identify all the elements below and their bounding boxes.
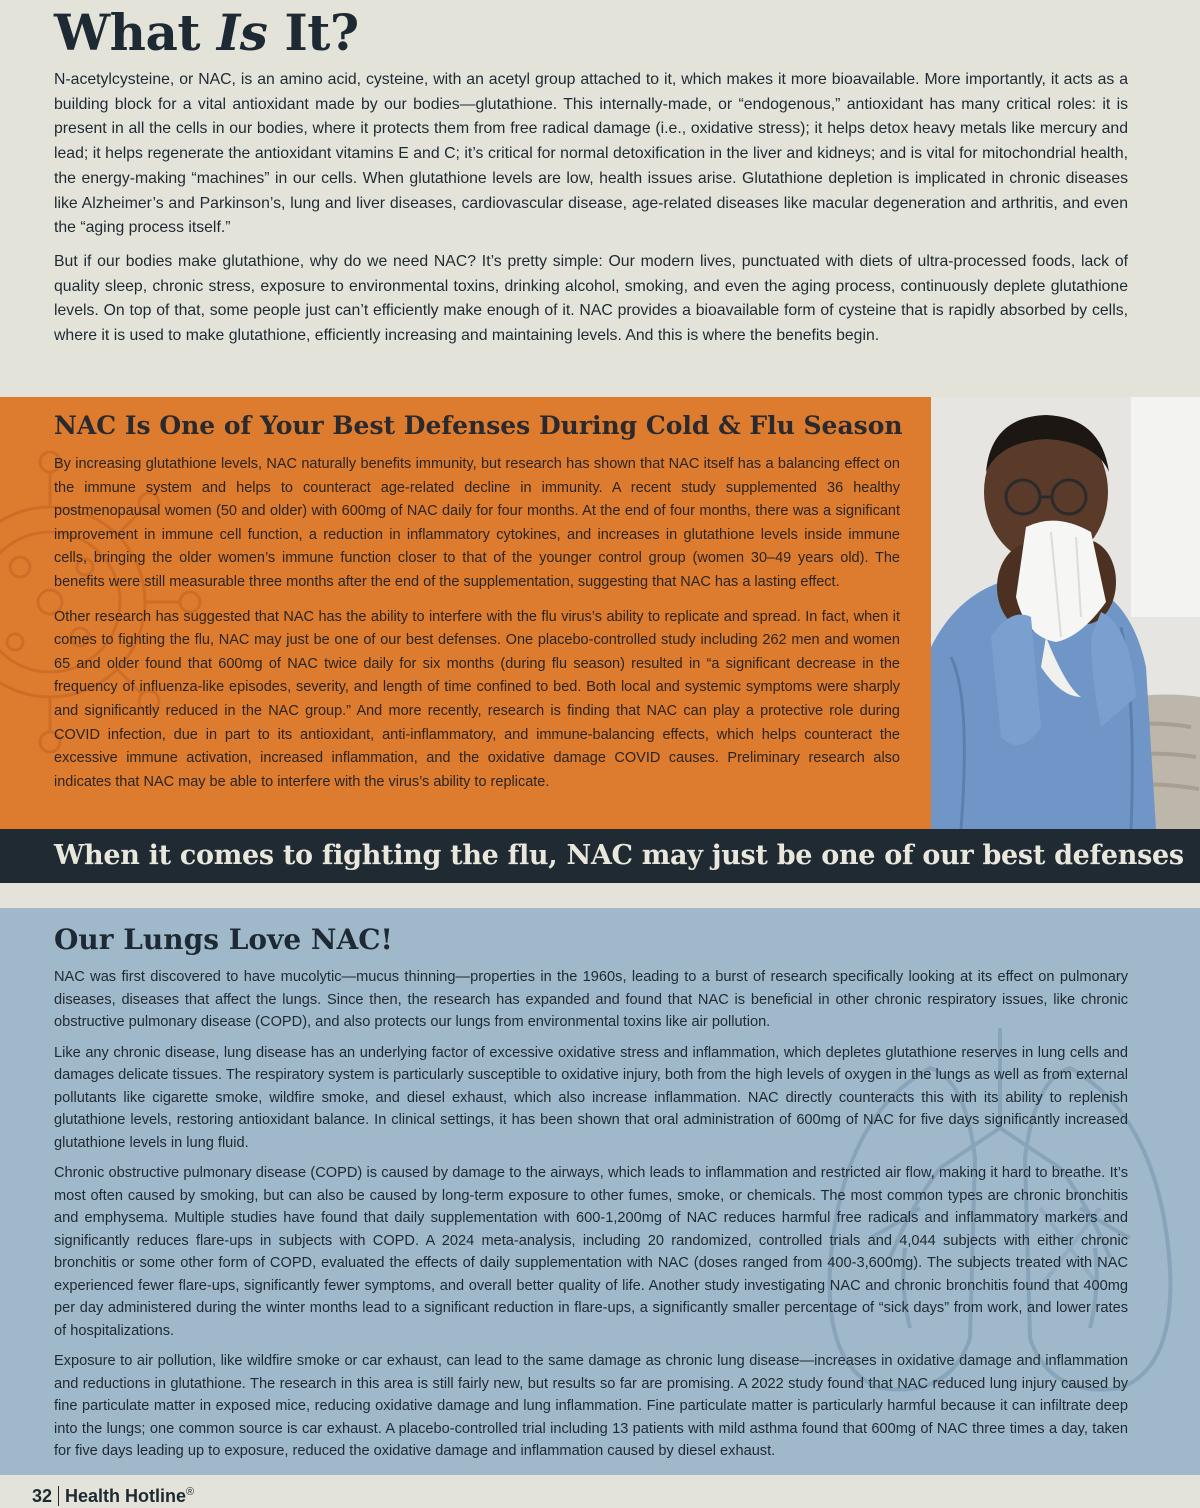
flu-section: [0, 397, 931, 829]
footer-label: [32, 1481, 194, 1507]
registered-mark: ®: [186, 1486, 195, 1498]
intro-paragraph: N-acetylcysteine, or NAC, is an amino acid, cysteine, with an acetyl group attached to it, which makes it more bioavailable. More importantly, it acts as a building block for a vital antioxidant made by our bodies—glutathione. This internally-made, or “endogenous,” antioxidant has many critical roles: it is present in all the cells in our bodies, where it protects them from free radical damage (i.e., oxidative stress); it helps detox heavy metals like mercury and lead; it helps regenerate the antioxidant vitamins E and C; it’s critical for normal detoxification in the liver and kidneys; and is vital for mitochondrial health, the energy-making “machines” in our cells. When glutathione levels are low, health issues arise. Glutathione depletion is implicated in chronic diseases like Alzheimer’s and Parkinson’s, lung and liver diseases, cardiovascular disease, age-related diseases like macular degeneration and arthritis, and even the “aging process itself.”: [54, 71, 1128, 237]
page-title: What Is It?: [54, 3, 359, 62]
publication-name: Health Hotline: [65, 1486, 187, 1506]
lungs-section-title: Our Lungs Love NAC!: [54, 923, 393, 956]
lungs-paragraph: Like any chronic disease, lung disease has an underlying factor of excessive oxidative stress and inflammation, which depletes glutathione reserves in lung cells and damages delicate tissues. The respiratory system is particularly susceptible to oxidative injury, both from the high levels of oxygen in the lungs as well as from external pollutants like cigarette smoke, wildfire smoke, and diesel exhaust, which also increase inflammation. NAC directly counteracts this with its ability to replenish glutathione levels, restoring antioxidant balance. In clinical settings, it has been shown that oral administration of 600mg of NAC for five days significantly increased glutathione levels in lung fluid.: [54, 1044, 1128, 1151]
intro-body: [54, 68, 1128, 358]
footer-divider: [58, 1486, 59, 1506]
flu-body: [54, 453, 900, 805]
intro-section: [0, 0, 1200, 397]
flu-paragraph: By increasing glutathione levels, NAC naturally benefits immunity, but research has shown that NAC itself has a balancing effect on the immune system and helps to counteract age-related decline in immunity. A recent study supplemented 36 healthy postmenopausal women (50 and older) with 600mg of NAC daily for four months. At the end of four months, there was a significant improvement in immune cell function, a reduction in inflammatory cytokines, and increases in glutathione levels inside immune cells, bringing the older women’s immune function closer to that of the younger control group (women 30–49 years old). The benefits were still measurable three months after the end of the supplementation, suggesting that NAC has a lasting effect.: [54, 456, 900, 590]
intro-paragraph: But if our bodies make glutathione, why do we need NAC? It’s pretty simple: Our modern lives, punctuated with diets of ultra-processed foods, lack of quality sleep, chronic stress, exposure to environmental toxins, drinking alcohol, smoking, and even the aging process, continuously deplete glutathione levels. On top of that, some people just can’t efficiently make enough of it. NAC provides a bioavailable form of cysteine that is rapidly absorbed by cells, where it is used to make glutathione, efficiently increasing and maintaining levels. And this is where the benefits begin.: [54, 252, 1128, 345]
flu-paragraph: Other research has suggested that NAC has the ability to interfere with the flu virus’s ability to replicate and spread. In fact, when it comes to fighting the flu, NAC may just be one of our best defenses. One placebo-controlled study including 262 men and women 65 and older found that 600mg of NAC twice daily for six months (during flu season) resulted in “a significant decrease in the frequency of influenza-like episodes, severity, and length of time confined to bed. Both local and systemic symptoms were sharply and significantly reduced in the NAC group.” And more recently, research is finding that NAC can play a protective role during COVID infection, due in part to its antioxidant, anti-inflammatory, and immune-balancing effects, which helps counteract the excessive immune activation, increased inflammation, and the oxidative damage COVID causes. Preliminary research also indicates that NAC may be able to interfere with the virus’s ability to replicate.: [54, 608, 900, 790]
lungs-paragraph: Chronic obstructive pulmonary disease (COPD) is caused by damage to the airways, which leads to inflammation and restricted air flow, making it hard to breathe. It’s most often caused by smoking, but can also be caused by long-term exposure to other fumes, smoke, or chemicals. The most common types are chronic bronchitis and emphysema. Multiple studies have found that daily supplementation with 600-1,200mg of NAC reduces harmful free radicals and inflammatory markers and significantly reduces flare-ups in subjects with COPD. A 2024 meta-analysis, including 20 randomized, controlled trials and 4,044 subjects with either chronic bronchitis or some other form of COPD, evaluated the effects of daily supplementation with NAC (doses ranged from 400-3,600mg). The subjects treated with NAC experienced fewer flare-ups, significantly fewer symptoms, and overall better quality of life. Another study investigating NAC and chronic bronchitis found that 400mg per day administered during the winter months lead to a significant reduction in flare-ups, a significantly smaller percentage of “sick days” from work, and lower rates of hospitalizations.: [54, 1165, 1128, 1339]
lungs-paragraph: NAC was first discovered to have mucolytic—mucus thinning—properties in the 1960s, leading to a burst of research specifically looking at its effect on pulmonary diseases, diseases that affect the lungs. Since then, the research has expanded and found that NAC is beneficial in other chronic respiratory issues, like chronic obstructive pulmonary disease (COPD), and also protects our lungs from environmental toxins like air pollution.: [54, 969, 1128, 1030]
page-footer: [0, 1475, 1200, 1508]
lungs-body: [54, 966, 1128, 1471]
pull-quote-banner: [0, 829, 1200, 883]
lungs-section: [0, 908, 1200, 1475]
flu-section-title: NAC Is One of Your Best Defenses During Cold & Flu Season: [54, 411, 903, 440]
pull-quote-text: When it comes to fighting the flu, NAC may just be one of our best defenses: [54, 840, 1184, 871]
page-number: 32: [32, 1486, 53, 1506]
man-sneezing-into-tissue-photo: [931, 397, 1200, 829]
section-gap: [0, 883, 1200, 908]
lungs-paragraph: Exposure to air pollution, like wildfire smoke or car exhaust, can lead to the same damage as chronic lung disease—increases in oxidative damage and inflammation and reductions in glutathione. The research in this area is still fairly new, but results so far are promising. A 2022 study found that NAC reduced lung injury caused by fine particulate matter in exposed mice, reducing oxidative damage and lung inflammation. Fine particulate matter is particularly harmful because it can infiltrate deep into the lungs; one common source is car exhaust. A placebo-controlled trial including 13 patients with mild asthma found that 600mg of NAC three times a day, taken for five days leading up to exposure, reduced the oxidative damage and inflammation caused by diesel exhaust.: [54, 1353, 1128, 1459]
